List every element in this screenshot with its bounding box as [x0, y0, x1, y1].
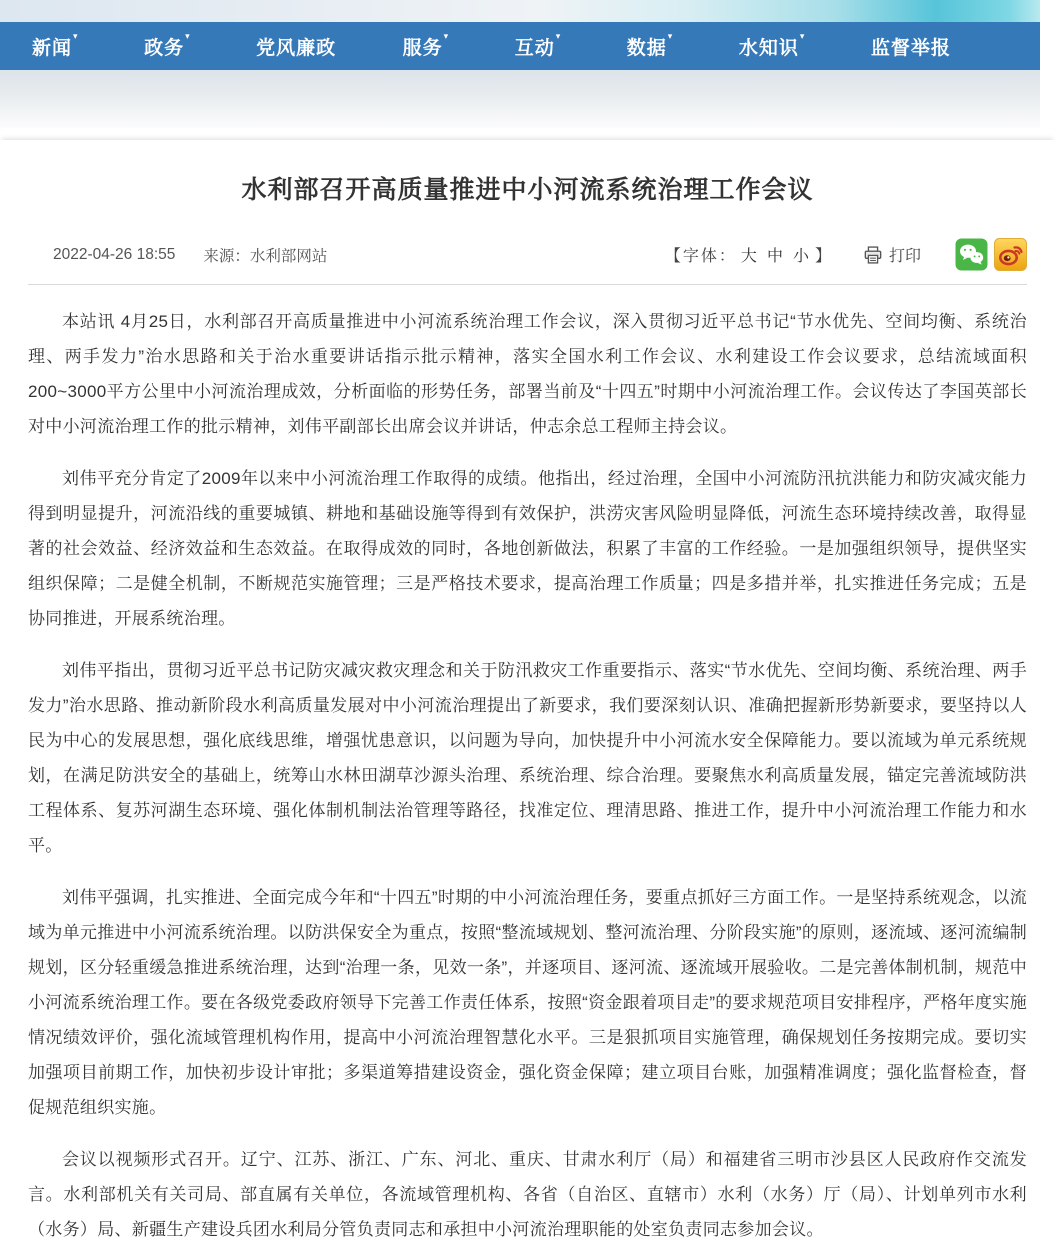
nav-item-label: 水知识: [738, 37, 799, 59]
font-size-large-button[interactable]: 大: [740, 248, 759, 265]
nav-item-label: 新闻: [32, 37, 73, 59]
nav-item-interact[interactable]: [514, 30, 562, 60]
banner-water-image: [0, 0, 1040, 22]
banner-lower-image: [0, 70, 1040, 128]
nav-item-label: 监督举报: [870, 37, 951, 59]
article-container: [0, 140, 1055, 1247]
chevron-down-icon: ▾: [799, 30, 806, 41]
nav-item-government[interactable]: [144, 30, 191, 60]
font-size-prefix: 【字体：: [664, 248, 737, 265]
page-title: 水利部召开高质量推进中小河流系统治理工作会议: [241, 176, 814, 204]
main-nav: [0, 22, 1040, 70]
chevron-down-icon: ▾: [185, 30, 191, 41]
chevron-down-icon: ▾: [555, 30, 562, 41]
print-label: 打印: [888, 248, 921, 265]
wechat-icon: [955, 238, 988, 271]
article-body: [28, 285, 1027, 1247]
paragraph: 刘伟平充分肯定了2009年以来中小河流治理工作取得的成绩。他指出，经过治理，全国中小河流防汛抗洪能力和防灾减灾能力得到明显提升，河流沿线的重要城镇、耕地和基础设施等得到有效保护，洪涝灾害风险明显降低，河流生态环境持续改善，取得显著的社会效益、经济效益和生态效益。在取得成效的同时，各地创新做法，积累了丰富的工作经验。一是加强组织领导，提供坚实组织保障；二是健全机制，不断规范实施管理；三是严格技术要求，提高治理工作质量；四是多措并举，扎实推进任务完成；五是协同推进，开展系统治理。: [28, 469, 1027, 628]
nav-item-label: 服务: [402, 37, 443, 59]
nav-item-label: 互动: [514, 37, 555, 59]
meta-left: [53, 244, 327, 266]
nav-item-service[interactable]: [402, 30, 450, 60]
chevron-down-icon: ▾: [667, 30, 674, 41]
chevron-down-icon: ▾: [443, 30, 450, 41]
nav-item-data[interactable]: [626, 30, 674, 60]
share-weibo-button[interactable]: [994, 238, 1027, 271]
nav-item-label: 党风廉政: [256, 37, 337, 59]
share-wechat-button[interactable]: [955, 238, 988, 271]
paragraph: 会议以视频形式召开。辽宁、江苏、浙江、广东、河北、重庆、甘肃水利厅（局）和福建省三明市沙县区人民政府作交流发言。水利部机关有关司局、部直属有关单位，各流域管理机构、各省（自治区、直辖市）水利（水务）厅（局）、计划单列市水利（水务）局、新疆生产建设兵团水利局分管负责同志和承担中小河流治理职能的处室负责同志参加会议。: [28, 1150, 1027, 1239]
paragraph: 刘伟平指出，贯彻习近平总书记防灾减灾救灾理念和关于防汛救灾工作重要指示、落实“节水优先、空间均衡、系统治理、两手发力”治水思路、推动新阶段水利高质量发展对中小河流治理提出了新要求，我们要深刻认识、准确把握新形势新要求，要坚持以人民为中心的发展思想，强化底线思维，增强忧患意识，以问题为导向，加快提升中小河流水安全保障能力。要以流域为单元系统规划，在满足防洪安全的基础上，统筹山水林田湖草沙源头治理、系统治理、综合治理。要聚焦水利高质量发展，锚定完善流域防洪工程体系、复苏河湖生态环境、强化体制机制法治管理等路径，找准定位、理清思路、推进工作，提升中小河流治理工作能力和水平。: [28, 661, 1027, 855]
site-banner: [0, 0, 1040, 128]
print-button[interactable]: [863, 243, 921, 266]
nav-item-party-discipline[interactable]: [256, 33, 337, 60]
source-label: 来源：水利部网站: [203, 247, 328, 265]
paragraph: 刘伟平强调，扎实推进、全面完成今年和“十四五”时期的中小河流治理任务，要重点抓好三方面工作。一是坚持系统观念，以流域为单元推进中小河流系统治理。以防洪保安全为重点，按照“整流域规划、整河流治理、分阶段实施”的原则，逐流域、逐河流编制规划，区分轻重缓急推进系统治理，达到“治理一条，见效一条”，并逐项目、逐河流、逐流域开展验收。二是完善体制机制，规范中小河流系统治理工作。要在各级党委政府领导下完善工作责任体系，按照“资金跟着项目走”的要求规范项目安排程序，严格年度实施情况绩效评价，强化流域管理机构作用，提高中小河流治理智慧化水平。三是狠抓项目实施管理，确保规划任务按期完成。要切实加强项目前期工作，加快初步设计审批；多渠道筹措建设资金，强化资金保障；建立项目台账，加强精准调度；强化监督检查，督促规范组织实施。: [28, 888, 1027, 1117]
nav-item-label: 数据: [626, 37, 667, 59]
nav-item-water-knowledge[interactable]: [738, 30, 806, 60]
font-size-medium-button[interactable]: 中: [766, 248, 785, 265]
article-meta: [28, 238, 1027, 271]
banner-gap: [0, 128, 1055, 140]
printer-icon: [863, 245, 883, 265]
nav-item-report[interactable]: [871, 33, 952, 60]
font-size-suffix: 】: [814, 248, 833, 265]
font-size-selector: [665, 243, 833, 266]
publish-date: 2022-04-26 18:55: [53, 245, 176, 263]
font-size-small-button[interactable]: 小: [792, 248, 811, 265]
weibo-icon: [994, 238, 1027, 271]
nav-item-label: 政务: [144, 37, 185, 59]
meta-right: [665, 238, 1027, 271]
chevron-down-icon: ▾: [73, 30, 79, 41]
paragraph: 本站讯 4月25日，水利部召开高质量推进中小河流系统治理工作会议，深入贯彻习近平总书记“节水优先、空间均衡、系统治理、两手发力”治水思路和关于治水重要讲话指示批示精神，落实全国水利工作会议、水利建设工作会议要求，总结流域面积200~3000平方公里中小河流治理成效，分析面临的形势任务，部署当前及“十四五”时期中小河流治理工作。会议传达了李国英部长对中小河流治理工作的批示精神，刘伟平副部长出席会议并讲话，仲志余总工程师主持会议。: [28, 312, 1027, 436]
nav-item-news[interactable]: [32, 30, 79, 60]
